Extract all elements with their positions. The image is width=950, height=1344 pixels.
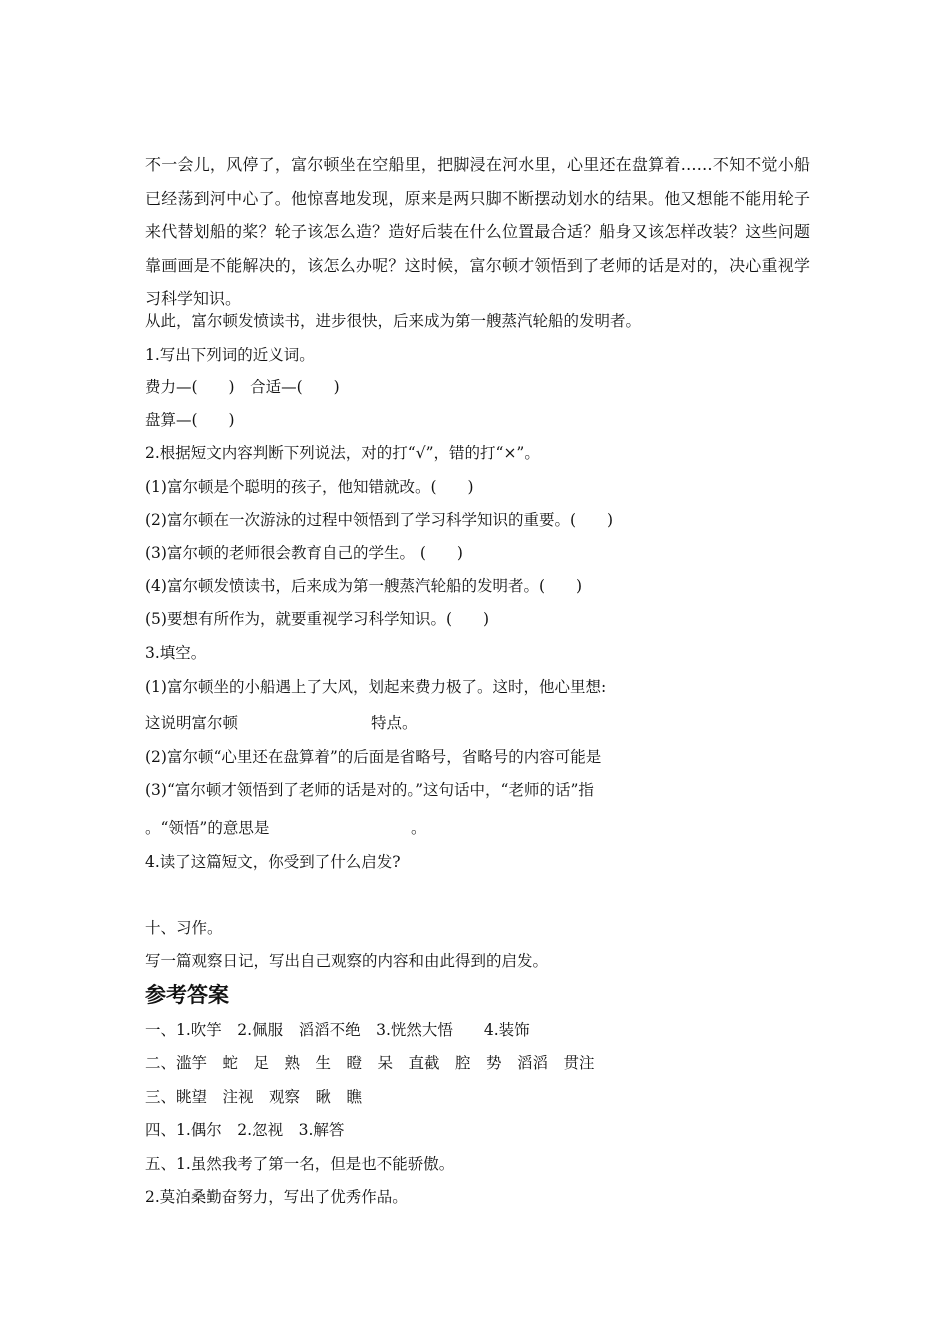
composition-prompt: 写一篇观察日记，写出自己观察的内容和由此得到的启发。 — [145, 952, 549, 970]
question-2-item: (1)富尔顿是个聪明的孩子，他知错就改。( ) — [145, 478, 474, 496]
question-1-title: 1.写出下列词的近义词。 — [145, 346, 315, 364]
answer-line: 五、1.虽然我考了第一名，但是也不能骄傲。 — [145, 1155, 455, 1173]
fill-text-right: 特点。 — [371, 714, 418, 732]
passage-paragraph-1: 不一会儿，风停了，富尔顿坐在空船里，把脚浸在河水里，心里还在盘算着……不知不觉小船已经荡到河中心了。他惊喜地发现，原来是两只脚不断摆动划水的结果。他又想能不能用轮子来代替划船的桨？轮子该怎么造？造好后装在什么位置最合适？船身又该怎样改装？这些问题靠画画是不能解决的，该怎么办呢？这时候，富尔顿才领悟到了老师的话是对的，决心重视学习科学知识。 — [145, 155, 810, 308]
answer-line: 二、滥竽 蛇 足 熟 生 瞪 呆 直截 腔 势 滔滔 贯注 — [145, 1054, 595, 1072]
question-2-item: (4)富尔顿发愤读书，后来成为第一艘蒸汽轮船的发明者。( ) — [145, 577, 583, 595]
question-2-item: (3)富尔顿的老师很会教育自己的学生。 ( ) — [145, 544, 463, 562]
question-4-title: 4.读了这篇短文，你受到了什么启发? — [145, 853, 401, 871]
question-3-item-1: (1)富尔顿坐的小船遇上了大风，划起来费力极了。这时，他心里想: — [145, 678, 607, 696]
question-2-item: (5)要想有所作为，就要重视学习科学知识。( ) — [145, 610, 490, 628]
question-2-item: (2)富尔顿在一次游泳的过程中领悟到了学习科学知识的重要。( ) — [145, 511, 614, 529]
answer-line: 四、1.偶尔 2.忽视 3.解答 — [145, 1121, 345, 1139]
fill-text-right: 。 — [411, 819, 427, 837]
fill-text-left: 。“领悟”的意思是 — [145, 819, 270, 837]
question-2-title: 2.根据短文内容判断下列说法，对的打“√”，错的打“×”。 — [145, 444, 540, 462]
question-3-item-3: (3)“富尔顿才领悟到了老师的话是对的。”这句话中，“老师的话”指 — [145, 781, 594, 799]
composition-title: 十、习作。 — [145, 919, 223, 937]
answer-line: 三、眺望 注视 观察 瞅 瞧 — [145, 1088, 363, 1106]
question-1-line-1: 费力—( ) 合适—( ) — [145, 378, 340, 396]
question-1-line-2: 盘算—( ) — [145, 411, 235, 429]
answer-line: 2.莫泊桑勤奋努力，写出了优秀作品。 — [145, 1188, 408, 1206]
question-3-title: 3.填空。 — [145, 644, 207, 662]
passage-paragraph-2: 从此，富尔顿发愤读书，进步很快，后来成为第一艘蒸汽轮船的发明者。 — [145, 312, 642, 330]
fill-text-left: 这说明富尔顿 — [145, 714, 239, 732]
answers-heading: 参考答案 — [145, 983, 229, 1007]
answer-line: 一、1.吹竽 2.佩服 滔滔不绝 3.恍然大悟 4.装饰 — [145, 1021, 530, 1039]
question-3-item-2: (2)富尔顿“心里还在盘算着”的后面是省略号，省略号的内容可能是 — [145, 748, 602, 766]
